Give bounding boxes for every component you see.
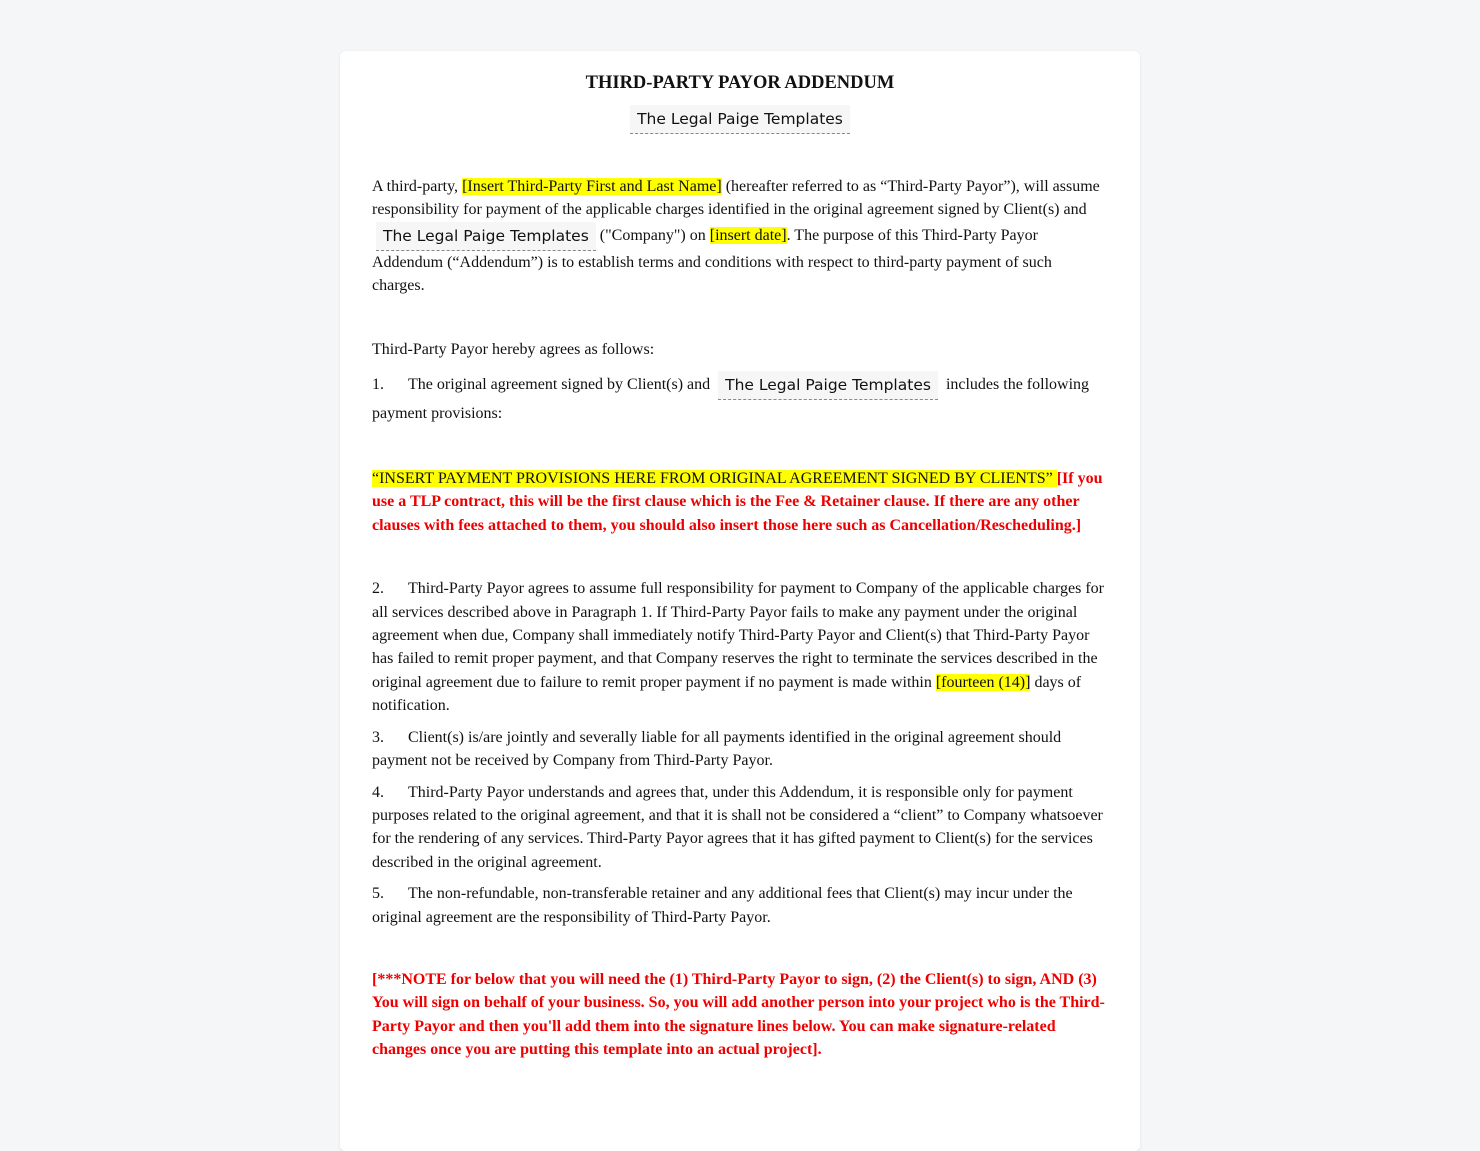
paragraph-2-number: 2. bbox=[372, 580, 384, 598]
third-party-name-placeholder: [Insert Third-Party First and Last Name] bbox=[462, 178, 722, 195]
insert-provisions-paragraph bbox=[372, 467, 1108, 537]
paragraph-1-text-1: The original agreement signed by Client(s) and bbox=[408, 376, 715, 394]
agrees-line: Third-Party Payor hereby agrees as follows: bbox=[372, 340, 655, 358]
paragraph-2-text-2: days of notification. bbox=[372, 673, 1082, 715]
paragraph-1 bbox=[372, 371, 1108, 427]
paragraph-4-text: Third-Party Payor understands and agrees that, under this Addendum, it is responsible only for payment purposes related to the original agreement, and that it is shall not be considered a “client” to Company whatsoever for the rendering of any services. Third-Party Payor agrees that it has gifted payment to Client(s) for the services described in the original agreement. bbox=[372, 783, 1103, 871]
paragraph-5 bbox=[372, 882, 1108, 929]
intro-text-4: . The purpose of this Third-Party Payor Addendum (“Addendum”) is to establish terms and conditions with respect to third-party payment of such charges. bbox=[372, 226, 1052, 295]
paragraph-3 bbox=[372, 726, 1108, 773]
days-placeholder: [fourteen (14)] bbox=[935, 673, 1031, 691]
paragraph-3-number: 3. bbox=[372, 728, 384, 746]
document-page bbox=[340, 51, 1140, 1151]
paragraph-4 bbox=[372, 781, 1108, 875]
paragraph-1-number: 1. bbox=[372, 376, 384, 394]
intro-paragraph bbox=[372, 175, 1108, 298]
paragraph-3-text: Client(s) is/are jointly and severally liable for all payments identified in the original agreement should payment not be received by Company from Third-Party Payor. bbox=[372, 728, 1062, 770]
document-title: THIRD-PARTY PAYOR ADDENDUM bbox=[585, 73, 895, 93]
signature-note: [***NOTE for below that you will need the (1) Third-Party Payor to sign, (2) the Client(s) to sign, AND (3) You will sign on behalf of your business. So, you will add another person into your project who is the Third-Party Payor and then you'll add them into the signature lines below. You can make signature-related changes once you are putting this template into an actual project]. bbox=[372, 970, 1105, 1059]
paragraph-1-text-2: includes the following payment provisions: bbox=[372, 376, 1090, 423]
company-name-field-intro[interactable]: The Legal Paige Templates bbox=[376, 222, 596, 251]
company-name-field-p1[interactable]: The Legal Paige Templates bbox=[718, 371, 938, 400]
insert-provisions-instruction: [If you use a TLP contract, this will be the first clause which is the Fee & Retainer clause. If there are any other clauses with fees attached to them, you should also insert those here such as Cancellation/Rescheduling.] bbox=[372, 470, 1103, 534]
paragraph-4-number: 4. bbox=[372, 783, 384, 801]
paragraph-2-text-1: Third-Party Payor agrees to assume full responsibility for payment to Company of the applicable charges for all services described above in Paragraph 1. If Third-Party Payor fails to make any payment under the original agreement when due, Company shall immediately notify Third-Party Payor and Client(s) that Third-Party Payor has failed to remit proper payment, and that Company reserves the right to terminate the services described in the original agreement due to failure to remit proper payment if no payment is made within bbox=[372, 580, 1104, 691]
paragraph-2 bbox=[372, 577, 1108, 717]
intro-text-2: (hereafter referred to as “Third-Party Payor”), will assume responsibility for payment of the applicable charges identified in the original agreement signed by Client(s) and bbox=[372, 178, 1100, 219]
paragraph-5-number: 5. bbox=[372, 885, 384, 903]
intro-text-3: ("Company") on bbox=[599, 226, 710, 244]
paragraph-5-text: The non-refundable, non-transferable retainer and any additional fees that Client(s) may incur under the original agreement are the responsibility of Third-Party Payor. bbox=[372, 885, 1073, 926]
date-placeholder: [insert date] bbox=[709, 226, 787, 244]
intro-text-1: A third-party, bbox=[372, 178, 463, 195]
company-name-row bbox=[372, 105, 1108, 135]
company-name-field[interactable]: The Legal Paige Templates bbox=[630, 105, 850, 134]
insert-provisions-highlight: “INSERT PAYMENT PROVISIONS HERE FROM ORIGINAL AGREEMENT SIGNED BY CLIENTS” bbox=[372, 470, 1057, 488]
